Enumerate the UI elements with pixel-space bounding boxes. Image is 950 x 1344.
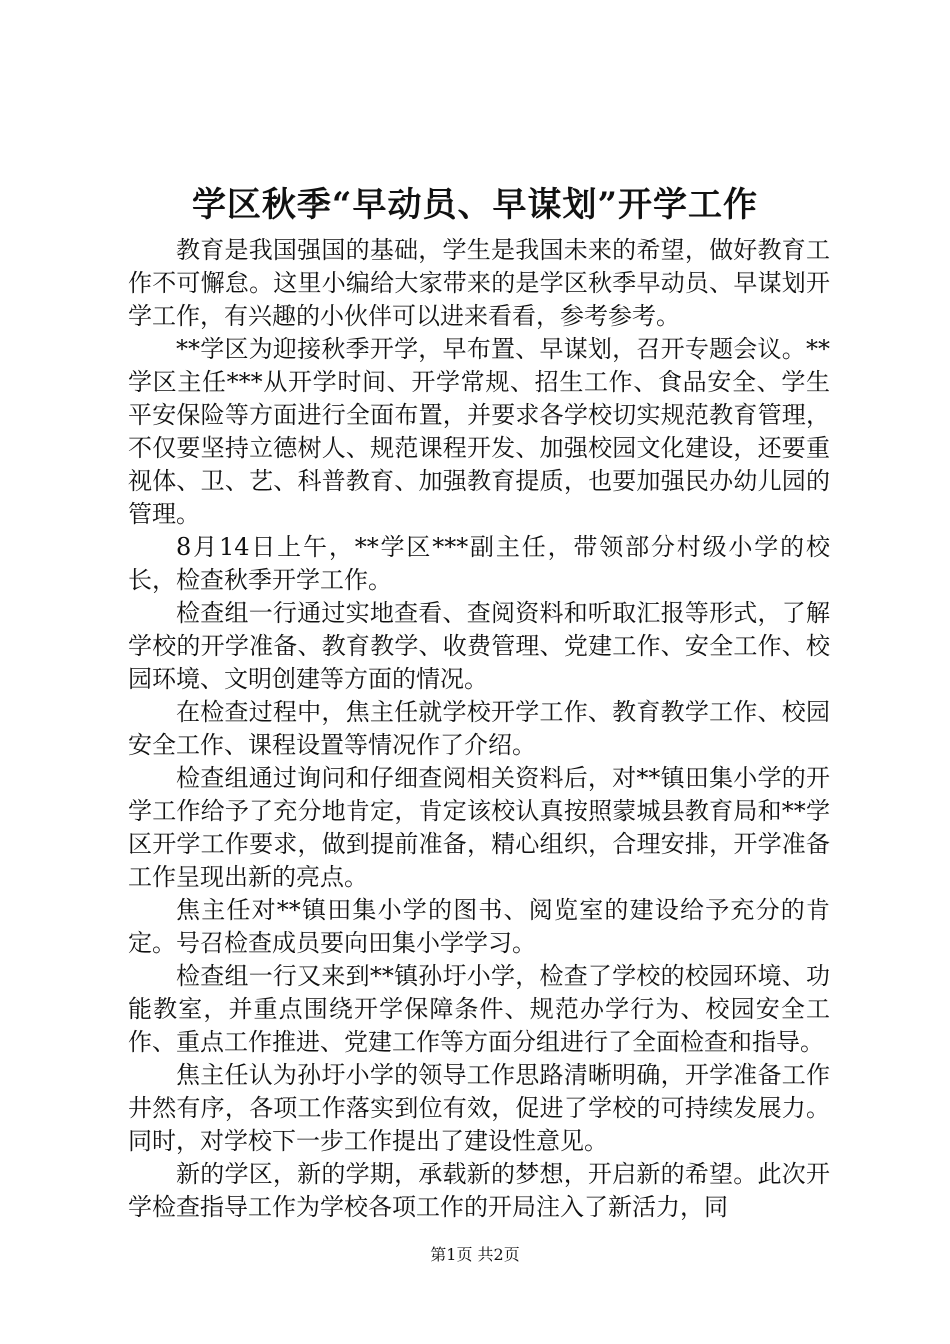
- page-footer: 第1页 共2页: [430, 1245, 520, 1264]
- paragraph-5: 在检查过程中，焦主任就学校开学工作、教育教学工作、校园安全工作、课程设置等情况作了介绍。: [128, 698, 830, 759]
- paragraph-4: 检查组一行通过实地查看、查阅资料和听取汇报等形式，了解学校的开学准备、教育教学、收费管理、党建工作、安全工作、校园环境、文明创建等方面的情况。: [128, 599, 830, 693]
- paragraph-9: 焦主任认为孙圩小学的领导工作思路清晰明确，开学准备工作井然有序，各项工作落实到位有效，促进了学校的可持续发展力。同时，对学校下一步工作提出了建设性意见。: [128, 1061, 830, 1155]
- paragraph-6: 检查组通过询问和仔细查阅相关资料后，对**镇田集小学的开学工作给予了充分地肯定，肯定该校认真按照蒙城县教育局和**学区开学工作要求，做到提前准备，精心组织，合理安排，开学准备工作呈现出新的亮点。: [128, 764, 830, 891]
- paragraph-7: 焦主任对**镇田集小学的图书、阅览室的建设给予充分的肯定。号召检查成员要向田集小学学习。: [128, 896, 830, 957]
- paragraph-10: 新的学区，新的学期，承载新的梦想，开启新的希望。此次开学检查指导工作为学校各项工作的开局注入了新活力，同: [128, 1160, 830, 1221]
- paragraph-8: 检查组一行又来到**镇孙圩小学，检查了学校的校园环境、功能教室，并重点围绕开学保障条件、规范办学行为、校园安全工作、重点工作推进、党建工作等方面分组进行了全面检查和指导。: [128, 962, 830, 1056]
- document-body: [128, 234, 830, 1224]
- paragraph-1: 教育是我国强国的基础，学生是我国未来的希望，做好教育工作不可懈怠。这里小编给大家带来的是学区秋季早动员、早谋划开学工作，有兴趣的小伙伴可以进来看看，参考参考。: [128, 236, 830, 330]
- paragraph-3: 8月14日上午，**学区***副主任，带领部分村级小学的校长，检查秋季开学工作。: [128, 533, 830, 594]
- document-title: 学区秋季“早动员、早谋划”开学工作: [191, 185, 759, 225]
- paragraph-2: **学区为迎接秋季开学，早布置、早谋划，召开专题会议。**学区主任***从开学时间、开学常规、招生工作、食品安全、学生平安保险等方面进行全面布置，并要求各学校切实规范教育管理，不仅要坚持立德树人、规范课程开发、加强校园文化建设，还要重视体、卫、艺、科普教育、加强教育提质，也要加强民办幼儿园的管理。: [128, 335, 830, 528]
